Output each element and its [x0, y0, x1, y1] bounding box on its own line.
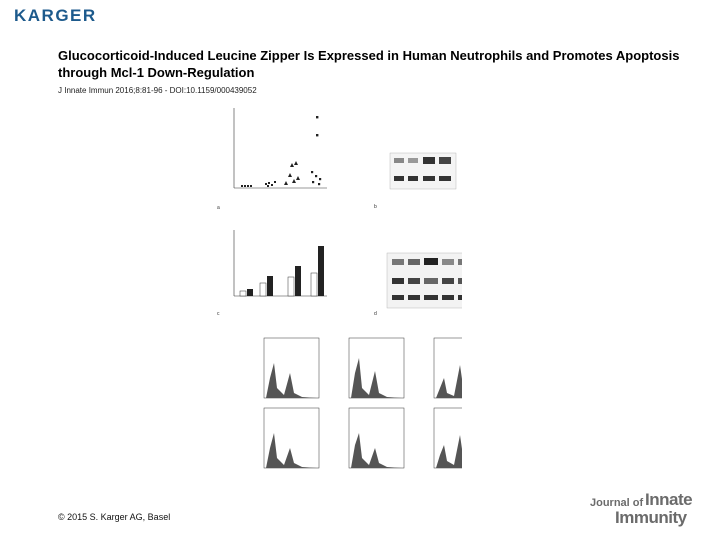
panel-d-blot	[374, 253, 462, 317]
slide-title: Glucocorticoid-Induced Leucine Zipper Is Expressed in Human Neutrophils and Promotes Apoptosis through Mcl-1 Down-Regulation	[58, 48, 680, 80]
svg-text:d: d	[374, 311, 377, 317]
panel-a-scatter	[217, 108, 327, 211]
flow-histograms	[264, 338, 462, 468]
journal-logo-innate: Innate	[645, 490, 693, 509]
journal-logo	[590, 490, 710, 530]
svg-text:a: a	[217, 205, 220, 211]
panel-c-bars	[217, 230, 327, 317]
svg-text:c: c	[217, 311, 220, 317]
copyright: © 2015 S. Karger AG, Basel	[58, 512, 171, 522]
citation: J Innate Immun 2016;8:81-96 - DOI:10.1159/000439052	[58, 86, 257, 95]
panel-b-blot	[374, 153, 456, 210]
journal-logo-immunity: Immunity	[615, 508, 687, 527]
flow-histogram-peaks	[266, 358, 462, 468]
karger-logo: KARGER	[14, 6, 97, 25]
journal-logo-small: Journal of	[590, 497, 644, 509]
figure-panels	[212, 103, 462, 480]
svg-text:b: b	[374, 204, 377, 210]
